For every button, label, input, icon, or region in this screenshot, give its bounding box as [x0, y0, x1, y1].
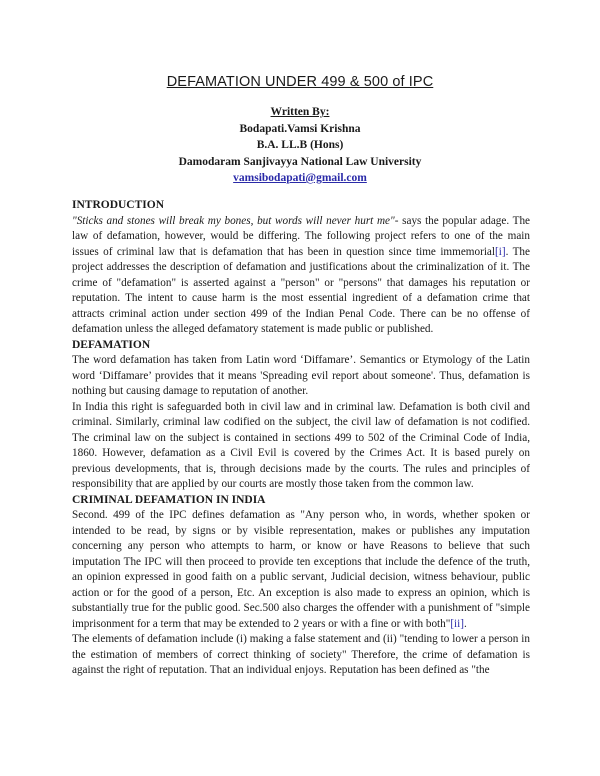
section-heading-defamation: DEFAMATION [72, 338, 151, 351]
written-by-label: Written By: [270, 106, 330, 118]
criminal-paragraph-2: The elements of defamation include (i) making a false statement and (ii) "tending to lower a person in the estimation of members of correct thinking of society" Therefore, the crime of defamation is against the right of reputation. That an individual enjoys. Reputation has been defined as "the [72, 633, 530, 676]
defamation-paragraph-2: In India this right is safeguarded both in civil law and in criminal law. Defamation is both civil and criminal. Similarly, criminal law codified on the subject, the civil law of defamation is not codified. The criminal law on the subject is contained in sections 499 to 502 of the Criminal Code of India, 1860. However, defamation as a Civil Evil is covered by the Crimes Act. It is based purely on previous developments, that is, through decisions made by the courts. The rules and principles of responsibility that are applied by our courts are mostly those taken from the common law. [72, 400, 530, 490]
adage-quote: "Sticks and stones will break my bones, but words will never hurt me" [72, 214, 395, 227]
footnote-link-ii[interactable]: [ii] [450, 617, 464, 630]
intro-text-a: - says the popular adage. The law of defamation, however, would be differing. The following project refers to one of the main issues of criminal law that is defamation that has been in question since time immemorial [72, 214, 531, 258]
introduction-paragraph [72, 214, 530, 338]
intro-text-b: . The project addresses the description of defamation and justifications about the criminalization of it. The crime of "defamation" is asserted against a "person" or "persons" that damages his reputation or reputation. The intent to cause harm is the most essential ingredient of a defamation crime that attracts criminal action under section 499 of the Indian Penal Code. There can be no offense of defamation unless the alleged defamatory statement is made public or published. [72, 245, 530, 335]
footnote-link-i[interactable]: [i] [495, 245, 506, 258]
criminal-paragraph-1 [72, 508, 530, 632]
byline [0, 104, 600, 187]
document-title: DEFAMATION UNDER 499 & 500 of IPC [166, 74, 434, 90]
author-university: Damodaram Sanjivayya National Law University [178, 155, 422, 168]
document-body [72, 198, 530, 679]
defamation-paragraph-1: The word defamation has taken from Latin word ‘Diffamare’. Semantics or Etymology of the Latin word ‘Diffamare’ provides that it means 'Spreading evil report about someone'. Thus, defamation is nothing but causing damage to reputation of another. [72, 354, 530, 397]
criminal-text-b: . [464, 617, 467, 630]
author-name: Bodapati.Vamsi Krishna [239, 122, 361, 135]
section-heading-criminal-defamation: CRIMINAL DEFAMATION IN INDIA [72, 493, 266, 506]
author-email-link[interactable]: vamsibodapati@gmail.com [233, 172, 367, 184]
author-degree: B.A. LL.B (Hons) [256, 139, 344, 151]
section-heading-introduction: INTRODUCTION [72, 199, 165, 211]
criminal-text-a: Second. 499 of the IPC defines defamation as "Any person who, in words, whether spoken or intended to be read, by signs or by visible representation, makes or publishes any imputation concerning any person who attempts to harm, or know or have Reasons to believe that such imputation The IPC will then proceed to provide ten exceptions that include the defence of the truth, an opinion expressed in good faith on a public servant, Judicial decision, witness behaviour, public action or for the good of a person, Etc. An exception is also made to express an opinion, which is substantially true for the public good. Sec.500 also charges the offender with a punishment of "simple imprisonment for a term that may be extended to 2 years or with a fine or with both" [72, 509, 530, 630]
